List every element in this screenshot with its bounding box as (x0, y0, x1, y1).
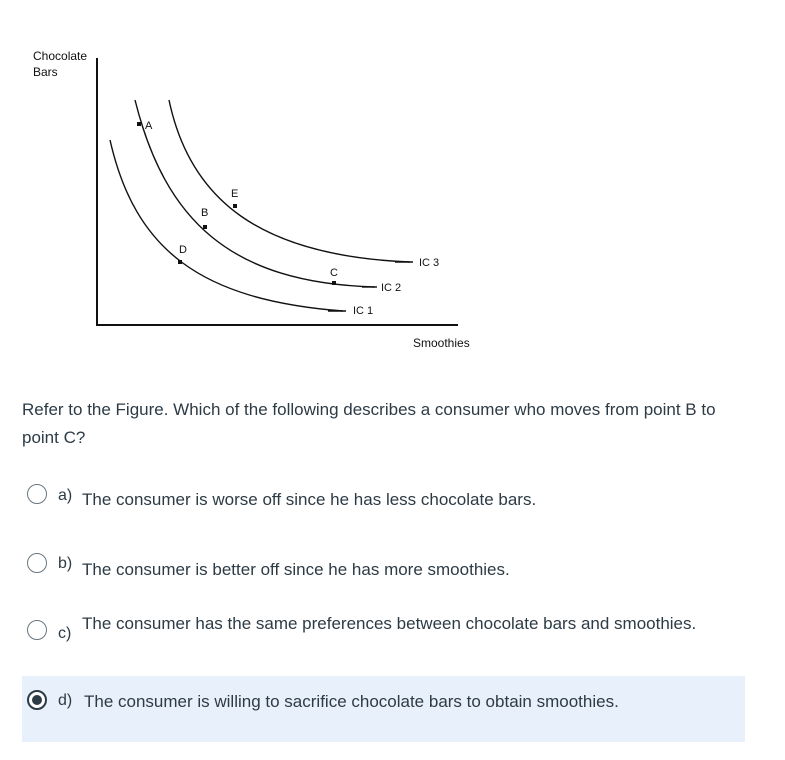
point-e-marker (233, 204, 237, 208)
option-a-text: The consumer is worse off since he has less chocolate bars. (82, 490, 537, 509)
answer-option-a[interactable] (22, 478, 745, 526)
option-c-letter: c) (58, 625, 72, 642)
point-c-marker (332, 281, 336, 285)
indifference-curve-figure (0, 0, 500, 360)
radio-button-c[interactable] (27, 620, 47, 640)
ic3-curve (169, 100, 410, 262)
y-axis-label-line1: Chocolate (33, 49, 88, 63)
ic3-label: IC 3 (419, 257, 440, 269)
point-d-label: D (179, 244, 187, 256)
ic1-label: IC 1 (353, 305, 374, 317)
ic2-curve (135, 100, 375, 287)
option-c-text: The consumer has the same preferences between chocolate bars and smoothies. (82, 614, 697, 633)
point-a-label: A (145, 120, 153, 132)
radio-button-a[interactable] (27, 484, 47, 504)
answer-option-c[interactable] (22, 604, 745, 670)
answer-option-d[interactable] (22, 676, 745, 742)
ic2-label: IC 2 (381, 282, 402, 294)
option-d-letter: d) (58, 692, 73, 709)
option-b-text: The consumer is better off since he has more smoothies. (82, 560, 510, 579)
question-text: Refer to the Figure. Which of the following describes a consumer who moves from point B to point C? (22, 400, 716, 447)
option-d-text: The consumer is willing to sacrifice chocolate bars to obtain smoothies. (84, 692, 619, 711)
option-b-letter: b) (58, 555, 73, 572)
radio-button-d[interactable] (27, 690, 47, 710)
radio-button-b[interactable] (27, 553, 47, 573)
point-b-label: B (201, 207, 209, 219)
point-d-marker (178, 260, 182, 264)
point-a-marker (137, 122, 141, 126)
ic1-curve (110, 140, 343, 311)
x-axis-label: Smoothies (413, 336, 470, 350)
answer-option-b[interactable] (22, 546, 745, 594)
point-b-marker (203, 225, 207, 229)
option-a-letter: a) (58, 487, 73, 504)
point-c-label: C (330, 267, 338, 279)
point-e-label: E (231, 188, 239, 200)
y-axis-label-line2: Bars (33, 65, 58, 79)
